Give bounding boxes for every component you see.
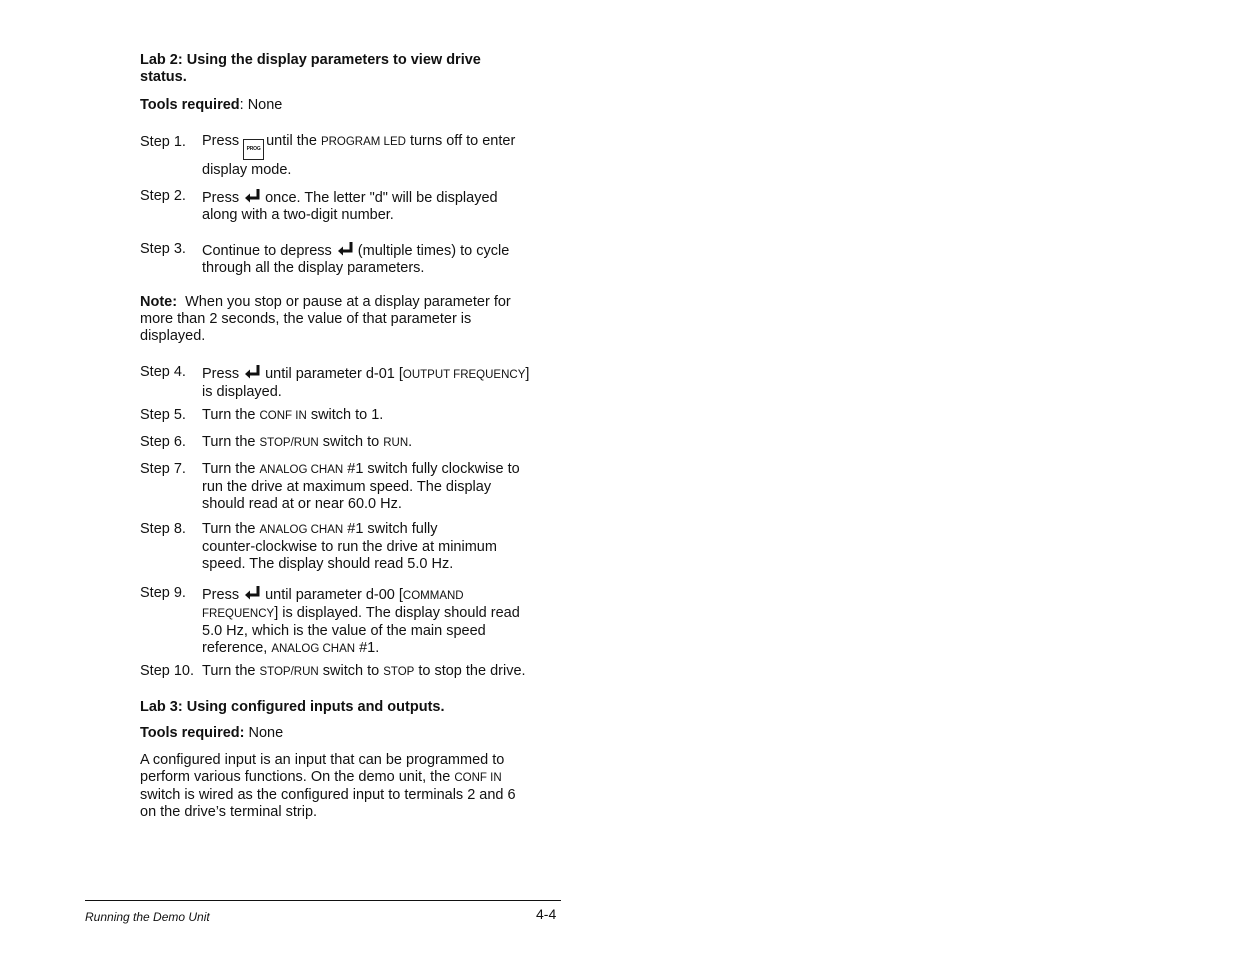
step-number: Step 1. (140, 134, 186, 150)
step-text-part: 5.0 Hz, which is the value of the main speed (202, 623, 486, 639)
tools-required-label: Tools required: (140, 725, 245, 741)
lab2-heading (140, 52, 540, 86)
step-text (202, 434, 562, 452)
step-text-smallcaps: FREQUENCY (202, 608, 275, 620)
paragraph-text: A configured input is an input that can be programmed to (140, 752, 505, 768)
step-text (202, 407, 562, 425)
step-text (202, 521, 562, 573)
step-text-part: Turn the (202, 663, 256, 679)
step-text-part: (multiple times) to cycle (357, 243, 510, 259)
lab3-tools-required (140, 725, 283, 742)
step-text-part: switch to 1. (310, 407, 384, 423)
step-text-smallcaps: PROGRAM LED (320, 136, 406, 148)
step-number: Step 9. (140, 585, 186, 601)
step-text-smallcaps: STOP/RUN (259, 666, 319, 678)
step-text-part: Press (202, 133, 240, 149)
step-text (202, 461, 562, 513)
step-number: Step 5. (140, 407, 186, 423)
step-text-part: Press (202, 190, 240, 206)
step-text-part: is displayed. (202, 384, 282, 400)
step-text (202, 241, 562, 277)
step-text-part: display mode. (202, 162, 292, 178)
step-number: Step 10. (140, 663, 195, 679)
step-text-part: should read at or near 60.0 Hz. (202, 496, 402, 512)
step-text-smallcaps: STOP (383, 666, 415, 678)
step-text-smallcaps: ANALOG CHAN (259, 464, 344, 476)
step-text-part: counter-clockwise to run the drive at minimum (202, 539, 497, 555)
step-number: Step 7. (140, 461, 186, 477)
step-text-smallcaps: CONF IN (259, 410, 307, 422)
step-text-part: Press (202, 587, 240, 603)
step-text-smallcaps: STOP/RUN (259, 437, 319, 449)
step-text-smallcaps: COMMAND (402, 590, 464, 602)
paragraph-smallcaps: CONF IN (454, 772, 502, 784)
step-text-part: #1 switch fully (347, 521, 438, 537)
step-text-part: ] (525, 366, 530, 382)
step-text-smallcaps: RUN (383, 437, 409, 449)
step-text (202, 663, 562, 681)
step-text-part: along with a two-digit number. (202, 207, 394, 223)
step-text-part: reference, (202, 640, 268, 656)
footer-section-title: Running the Demo Unit (85, 910, 210, 924)
step-text-part: once. The letter "d" will be displayed (265, 190, 498, 206)
lab2-heading-line1: Lab 2: Using the display parameters to view drive (140, 52, 481, 68)
note-paragraph (140, 294, 550, 345)
step-text (202, 188, 562, 224)
paragraph-text: switch is wired as the configured input to terminals 2 and 6 (140, 787, 516, 803)
prog-key-icon: PROG (243, 139, 264, 160)
step-number: Step 4. (140, 364, 186, 380)
step-number: Step 8. (140, 521, 186, 537)
step-text-part: until parameter d-01 [ (265, 366, 403, 382)
lab2-heading-line2: status. (140, 69, 187, 85)
enter-key-icon (244, 585, 262, 601)
step-text (202, 131, 562, 180)
note-label: Note: (140, 294, 178, 310)
step-text-part: switch to (322, 434, 380, 450)
step-text-part: until parameter d-00 [ (265, 587, 403, 603)
tools-required-label: Tools required (140, 97, 240, 113)
step-text-part: until the (266, 133, 317, 149)
step-text-part: turns off to enter (409, 133, 516, 149)
step-text (202, 585, 562, 658)
footer-divider (85, 900, 561, 901)
step-text-part: . (408, 434, 413, 450)
enter-key-icon (244, 364, 262, 380)
paragraph-text: perform various functions. On the demo unit, the (140, 769, 451, 785)
lab3-paragraph (140, 752, 550, 821)
enter-key-icon (337, 241, 355, 257)
step-text-part: Turn the (202, 407, 256, 423)
step-text-part: #1 switch fully clockwise to (347, 461, 520, 477)
step-text-part: through all the display parameters. (202, 260, 425, 276)
step-text-part: to stop the drive. (418, 663, 526, 679)
step-number: Step 2. (140, 188, 186, 204)
step-text-part: Press (202, 366, 240, 382)
step-text-part: ] is displayed. The display should read (274, 605, 520, 621)
step-number: Step 3. (140, 241, 186, 257)
page-number: 4-4 (536, 906, 557, 922)
step-text-part: Continue to depress (202, 243, 332, 259)
paragraph-text: on the drive’s terminal strip. (140, 804, 318, 820)
step-text-smallcaps: ANALOG CHAN (271, 643, 356, 655)
step-text-part: run the drive at maximum speed. The display (202, 479, 492, 495)
step-text-part: speed. The display should read 5.0 Hz. (202, 556, 454, 572)
note-text: When you stop or pause at a display parameter for (185, 294, 511, 310)
lab2-tools-required (140, 97, 282, 114)
enter-key-icon (244, 188, 262, 204)
step-number: Step 6. (140, 434, 186, 450)
tools-required-value: None (248, 725, 284, 741)
step-text-part: Turn the (202, 461, 256, 477)
step-text-smallcaps: OUTPUT FREQUENCY (402, 369, 526, 381)
step-text (202, 364, 562, 401)
step-text-smallcaps: ANALOG CHAN (259, 524, 344, 536)
note-text: more than 2 seconds, the value of that parameter is (140, 311, 472, 327)
lab3-heading: Lab 3: Using configured inputs and outputs. (140, 699, 445, 715)
note-text: displayed. (140, 328, 206, 344)
tools-required-value: : None (239, 97, 283, 113)
step-text-part: switch to (322, 663, 380, 679)
step-text-part: Turn the (202, 521, 256, 537)
step-text-part: Turn the (202, 434, 256, 450)
step-text-part: #1. (359, 640, 380, 656)
